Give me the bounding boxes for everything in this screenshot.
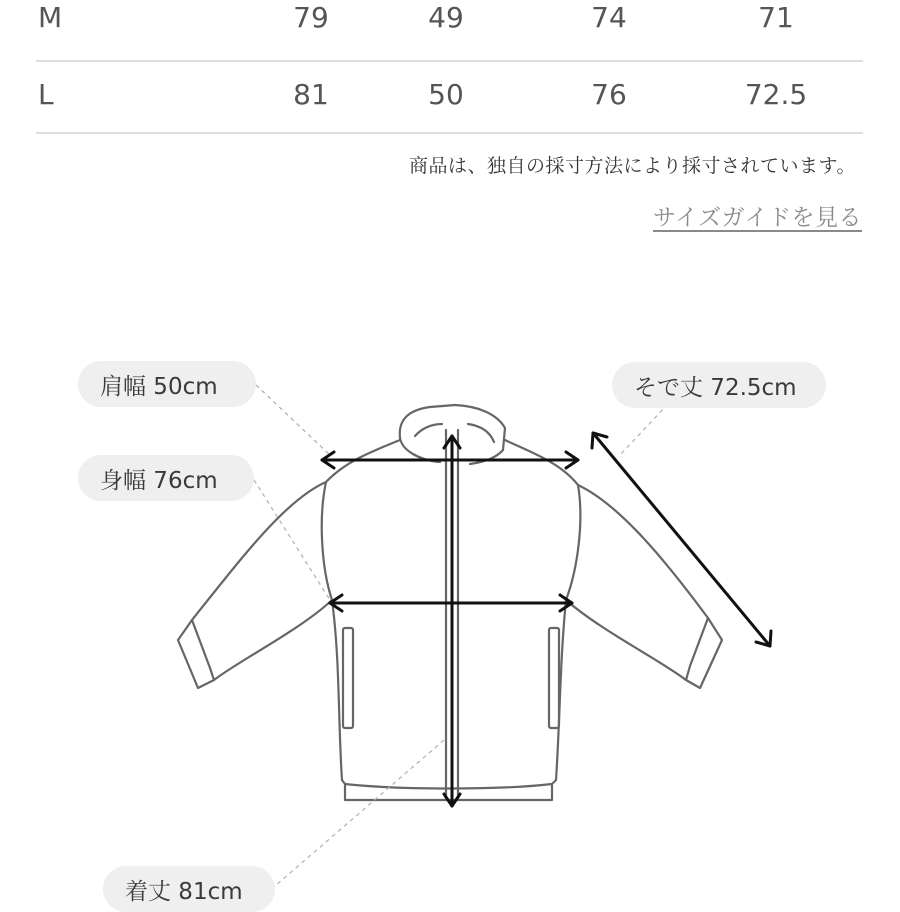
shoulder-width-text: 肩幅 50cm bbox=[100, 373, 218, 400]
left-cuff-line bbox=[192, 620, 214, 680]
sleeve-length-text: そで丈 72.5cm bbox=[634, 374, 797, 401]
hem-band bbox=[345, 784, 552, 789]
table-cell: 79 bbox=[293, 1, 329, 34]
left-pocket bbox=[343, 628, 353, 728]
table-cell: 49 bbox=[428, 1, 464, 34]
leader-line bbox=[256, 385, 330, 455]
sleeve-length-label bbox=[612, 362, 826, 408]
leader-line bbox=[620, 404, 668, 455]
table-cell: 74 bbox=[591, 1, 627, 34]
table-cell: 81 bbox=[293, 78, 329, 111]
leader-line bbox=[275, 740, 444, 886]
body-width-label bbox=[78, 455, 254, 501]
table-cell: 72.5 bbox=[744, 78, 808, 111]
body-width-text: 身幅 76cm bbox=[100, 467, 218, 494]
sleeve-arrow bbox=[593, 433, 770, 646]
leader-line bbox=[254, 480, 330, 600]
total-length-label bbox=[103, 866, 275, 912]
right-pocket bbox=[549, 628, 559, 728]
size-label: L bbox=[38, 78, 54, 111]
shoulder-width-label bbox=[78, 361, 256, 407]
right-sleeve-outline bbox=[566, 485, 722, 688]
right-cuff-line bbox=[686, 618, 708, 680]
total-length-text: 着丈 81cm bbox=[125, 878, 243, 905]
left-sleeve-outline bbox=[178, 482, 332, 688]
size-label: M bbox=[38, 1, 63, 34]
table-cell: 71 bbox=[758, 1, 794, 34]
table-cell: 50 bbox=[428, 78, 464, 111]
size-guide-link[interactable]: サイズガイドを見る bbox=[653, 205, 862, 231]
table-cell: 76 bbox=[591, 78, 627, 111]
measurement-note: 商品は、独自の採寸方法により採寸されています。 bbox=[409, 155, 856, 177]
